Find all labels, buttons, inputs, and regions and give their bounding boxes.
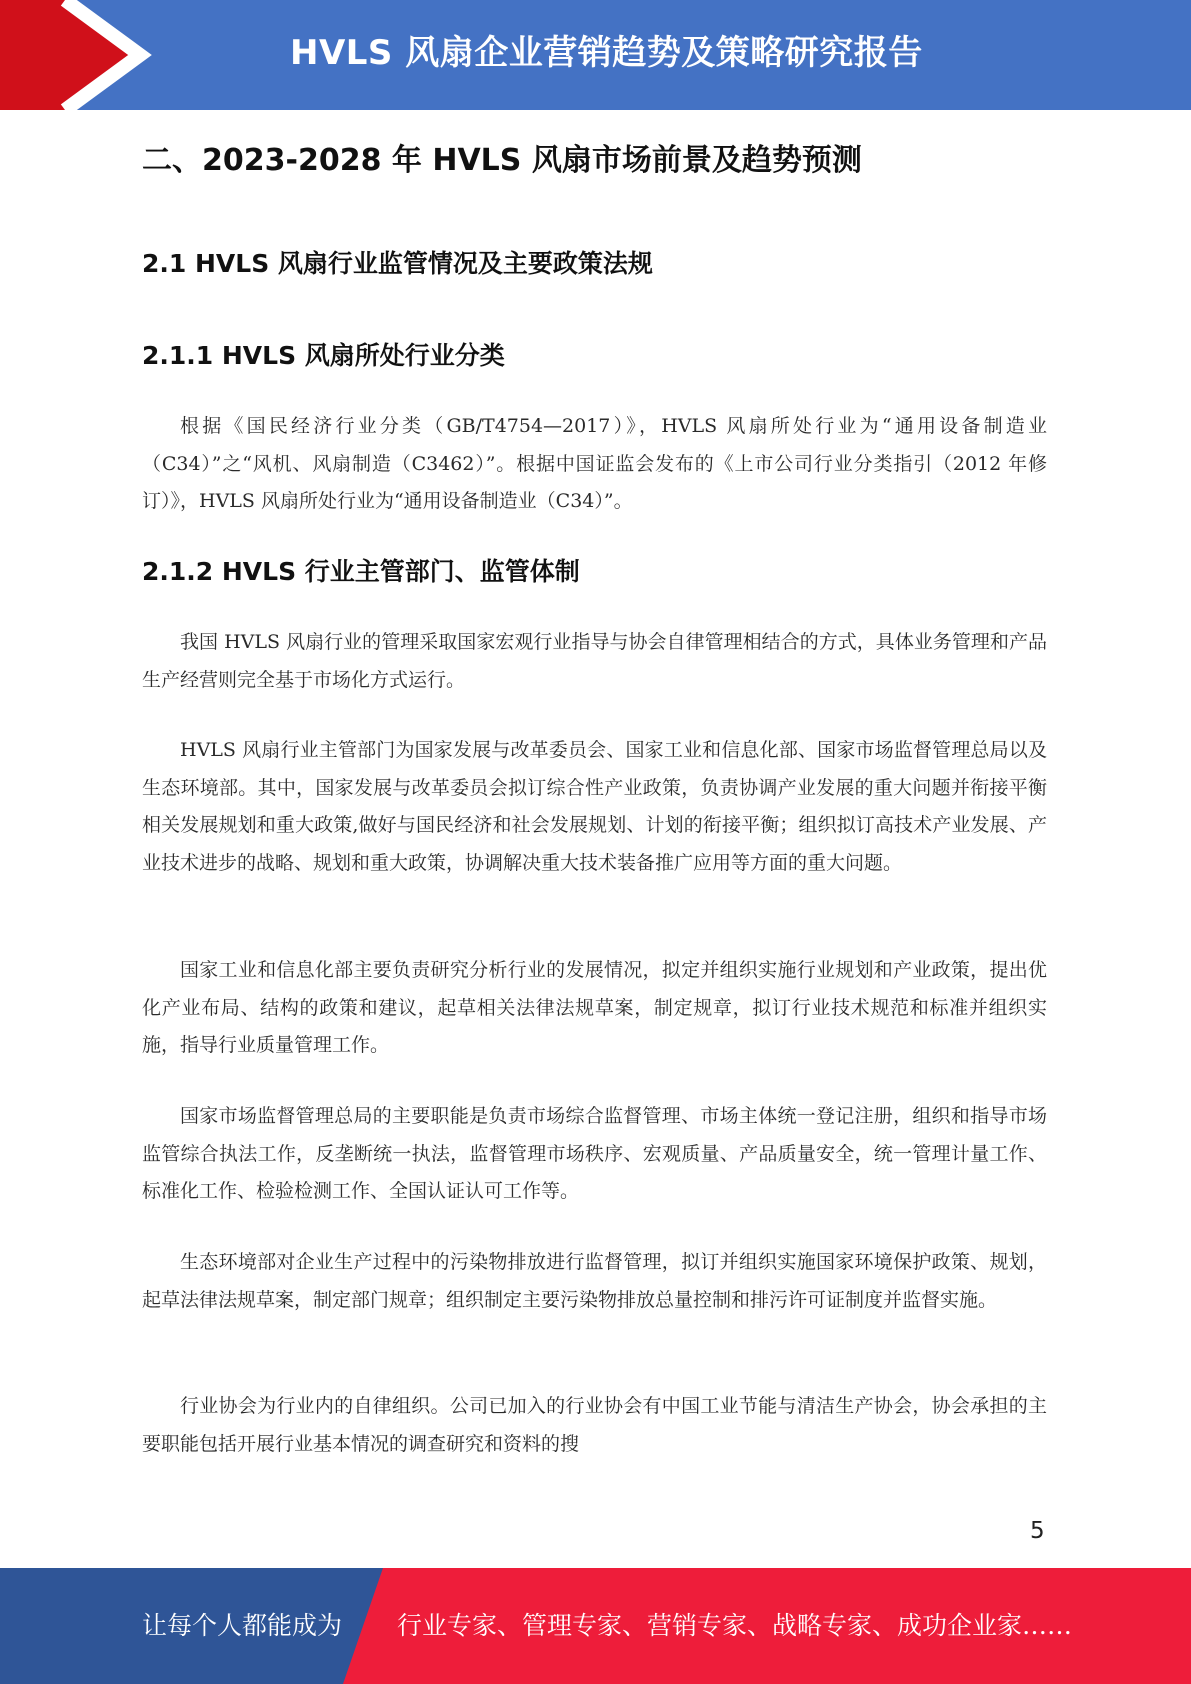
header-banner (0, 0, 1191, 110)
footer-slogan-right: 行业专家、管理专家、营销专家、战略专家、成功企业家…… (397, 1611, 1073, 1640)
section-heading: 二、2023-2028 年 HVLS 风扇市场前景及趋势预测 (142, 143, 862, 178)
paragraph-management-mode: 我国 HVLS 风扇行业的管理采取国家宏观行业指导与协会自律管理相结合的方式，具体业务管理和产品生产经营则完全基于市场化方式运行。 (142, 631, 1047, 691)
paragraph-association: 行业协会为行业内的自律组织。公司已加入的行业协会有中国工业节能与清洁生产协会，协会承担的主要职能包括开展行业基本情况的调查研究和资料的搜 (142, 1395, 1047, 1455)
footer-slogan-left: 让每个人都能成为 (142, 1611, 343, 1640)
paragraph-authorities: HVLS 风扇行业主管部门为国家发展与改革委员会、国家工业和信息化部、国家市场监督管理总局以及生态环境部。其中，国家发展与改革委员会拟订综合性产业政策，负责协调产业发展的重大问题并衔接平衡相关发展规划和重大政策,做好与国民经济和社会发展规划、计划的衔接平衡；组织拟订高技术产业发展、产业技术进步的战略、规划和重大政策，协调解决重大技术装备推广应用等方面的重大问题。 (142, 739, 1047, 874)
subsection-heading: 2.1 HVLS 风扇行业监管情况及主要政策法规 (142, 249, 653, 278)
subsubsection-heading-classification: 2.1.1 HVLS 风扇所处行业分类 (142, 341, 505, 370)
page-number: 5 (1030, 1518, 1045, 1544)
footer-banner (0, 1568, 1191, 1684)
paragraph-samr: 国家市场监督管理总局的主要职能是负责市场综合监督管理、市场主体统一登记注册，组织和指导市场监管综合执法工作，反垄断统一执法，监督管理市场秩序、宏观质量、产品质量安全，统一管理计量工作、标准化工作、检验检测工作、全国认证认可工作等。 (142, 1105, 1047, 1202)
report-title: HVLS 风扇企业营销趋势及策略研究报告 (290, 33, 923, 73)
paragraph-mee: 生态环境部对企业生产过程中的污染物排放进行监督管理，拟订并组织实施国家环境保护政策、规划，起草法律法规草案，制定部门规章；组织制定主要污染物排放总量控制和排污许可证制度并监督实施。 (142, 1251, 1047, 1311)
paragraph-miit: 国家工业和信息化部主要负责研究分析行业的发展情况，拟定并组织实施行业规划和产业政策，提出优化产业布局、结构的政策和建议，起草相关法律法规草案，制定规章，拟订行业技术规范和标准并组织实施，指导行业质量管理工作。 (142, 959, 1047, 1056)
subsubsection-heading-regulation: 2.1.2 HVLS 行业主管部门、监管体制 (142, 557, 580, 586)
paragraph-classification: 根据《国民经济行业分类（GB/T4754—2017）》，HVLS 风扇所处行业为“通用设备制造业（C34）”之“风机、风扇制造（C3462）”。根据中国证监会发布的《上市公司行业分类指引（2012 年修订）》，HVLS 风扇所处行业为“通用设备制造业（C34）”。 (142, 415, 1047, 512)
